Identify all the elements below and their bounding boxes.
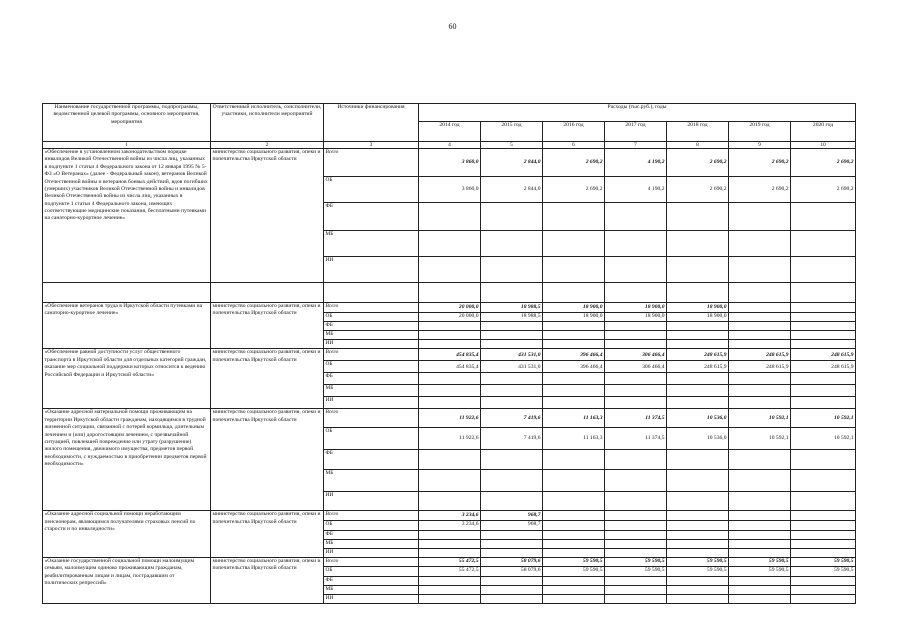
value-ob: 58 079,6 xyxy=(481,567,543,576)
value-empty xyxy=(729,203,791,231)
value-ob: 11 374,5 xyxy=(605,428,667,450)
value-empty xyxy=(729,530,791,539)
value-total: 18 900,0 xyxy=(605,303,667,313)
funding-source: ИИ xyxy=(324,548,419,557)
value-empty xyxy=(605,470,667,492)
spacer-cell xyxy=(605,283,667,303)
value-empty xyxy=(667,331,729,340)
value-empty xyxy=(729,331,791,340)
funding-source: МБ xyxy=(324,231,419,257)
value-empty xyxy=(667,231,729,257)
value-total: 2 844,0 xyxy=(481,149,543,177)
spacer-row xyxy=(43,283,856,303)
value-empty xyxy=(729,450,791,470)
value-total: 454 835,4 xyxy=(419,349,481,361)
value-total: 18 900,0 xyxy=(667,303,729,313)
value-empty xyxy=(605,548,667,557)
value-total: 968,7 xyxy=(481,511,543,521)
value-total: 11 922,6 xyxy=(419,409,481,428)
value-empty xyxy=(543,585,605,594)
value-empty xyxy=(543,450,605,470)
spacer-cell xyxy=(543,283,605,303)
responsible-executor: министерство социального развития, опеки и попечительства Иркутской области xyxy=(211,557,324,603)
value-empty xyxy=(481,322,543,331)
value-ob: 3 234,6 xyxy=(419,521,481,530)
column-number: 9 xyxy=(729,142,791,149)
funding-source: Всего xyxy=(324,557,419,566)
table-body xyxy=(43,149,856,604)
value-empty xyxy=(419,231,481,257)
value-ob: 3 860,0 xyxy=(419,177,481,203)
value-empty xyxy=(419,470,481,492)
spacer-cell xyxy=(729,283,791,303)
value-total xyxy=(605,511,667,521)
value-ob: 10 592,1 xyxy=(729,428,791,450)
value-ob: 2 690,2 xyxy=(791,177,856,203)
event-description: «Обеспечение в установленном законодательством порядке инвалидов Великой Отечественной войны из числа лиц, указанных в подпункте 1 статьи 4 Федерального закона от 12 января 1995 № 5-ФЗ «О Ветеранах» (далее - Федеральный закон), ветеранов Великой Отечественной войны и ветеранов боевых действий, вдов погибших (умерших) участников Великой Отечественной войны и инвалидов Великой Отечественной войны из числа лиц, указанных в подпункте 1 статьи 4 Федерального закона, имеющих соответствующие медицинские показания, бесплатными путевками на санаторно-курортное лечение» xyxy=(43,149,211,283)
value-empty xyxy=(729,576,791,585)
column-number: 5 xyxy=(481,142,543,149)
value-ob xyxy=(605,521,667,530)
spacer-cell xyxy=(43,283,211,303)
value-ob: 18 900,0 xyxy=(605,313,667,322)
value-ob: 55 472,5 xyxy=(419,567,481,576)
value-total: 3 860,0 xyxy=(419,149,481,177)
value-empty xyxy=(729,470,791,492)
value-ob: 2 844,0 xyxy=(481,177,543,203)
value-ob: 7 419,6 xyxy=(481,428,543,450)
value-empty xyxy=(419,322,481,331)
value-empty xyxy=(481,470,543,492)
table-row xyxy=(43,303,856,313)
value-ob: 11 922,6 xyxy=(419,428,481,450)
value-ob: 10 536,0 xyxy=(667,428,729,450)
value-empty xyxy=(543,397,605,409)
funding-source: ОБ xyxy=(324,428,419,450)
value-ob: 248 615,9 xyxy=(667,361,729,373)
value-total: 18 988,5 xyxy=(481,303,543,313)
funding-source: МБ xyxy=(324,470,419,492)
value-empty xyxy=(667,322,729,331)
value-empty xyxy=(605,373,667,385)
value-total: 7 419,6 xyxy=(481,409,543,428)
value-empty xyxy=(605,594,667,603)
value-ob xyxy=(543,521,605,530)
value-empty xyxy=(729,539,791,548)
value-empty xyxy=(791,257,856,283)
value-empty xyxy=(543,385,605,397)
value-total: 20 000,0 xyxy=(419,303,481,313)
value-total: 10 536,0 xyxy=(667,409,729,428)
value-empty xyxy=(605,340,667,349)
value-empty xyxy=(543,373,605,385)
value-empty xyxy=(605,331,667,340)
value-ob: 59 590,5 xyxy=(729,567,791,576)
value-total: 11 163,3 xyxy=(543,409,605,428)
value-empty xyxy=(729,340,791,349)
responsible-executor: министерство социального развития, опеки и попечительства Иркутской области xyxy=(211,149,324,283)
value-empty xyxy=(481,331,543,340)
header-year: 2018 год xyxy=(667,122,729,142)
value-ob: 59 590,5 xyxy=(605,567,667,576)
page-number: 60 xyxy=(448,22,457,31)
value-empty xyxy=(543,203,605,231)
value-empty xyxy=(605,576,667,585)
value-total: 55 472,5 xyxy=(419,557,481,566)
funding-source: ОБ xyxy=(324,313,419,322)
value-empty xyxy=(419,450,481,470)
value-ob xyxy=(729,313,791,322)
value-empty xyxy=(481,450,543,470)
value-empty xyxy=(419,331,481,340)
value-empty xyxy=(605,539,667,548)
value-ob xyxy=(791,521,856,530)
value-empty xyxy=(667,548,729,557)
value-empty xyxy=(543,257,605,283)
value-empty xyxy=(729,492,791,511)
event-description: «Оказание государственной социальной помощи малоимущим семьям, малоимущим одиноко проживающим гражданам, реабилитированным лицам и лицам, пострадавшим от политических репрессий» xyxy=(43,557,211,603)
value-total: 10 592,1 xyxy=(791,409,856,428)
value-empty xyxy=(419,492,481,511)
value-empty xyxy=(667,203,729,231)
value-empty xyxy=(791,340,856,349)
spacer-cell xyxy=(667,283,729,303)
value-total: 59 590,5 xyxy=(729,557,791,566)
value-total: 306 466,4 xyxy=(605,349,667,361)
funding-source: ОБ xyxy=(324,521,419,530)
value-ob: 18 900,0 xyxy=(667,313,729,322)
funding-source: ФБ xyxy=(324,576,419,585)
value-ob xyxy=(729,521,791,530)
value-empty xyxy=(791,450,856,470)
value-ob: 968,7 xyxy=(481,521,543,530)
value-total: 248 615,9 xyxy=(729,349,791,361)
value-total: 2 690,2 xyxy=(729,149,791,177)
value-empty xyxy=(729,585,791,594)
value-ob: 396 466,4 xyxy=(543,361,605,373)
column-number: 4 xyxy=(419,142,481,149)
value-empty xyxy=(543,594,605,603)
value-empty xyxy=(791,331,856,340)
value-total: 2 690,2 xyxy=(667,149,729,177)
header-year: 2020 год xyxy=(791,122,856,142)
value-ob: 2 690,2 xyxy=(667,177,729,203)
funding-source: МБ xyxy=(324,331,419,340)
value-empty xyxy=(667,373,729,385)
value-ob: 18 988,5 xyxy=(481,313,543,322)
spacer-cell xyxy=(791,283,856,303)
value-empty xyxy=(419,548,481,557)
value-empty xyxy=(729,385,791,397)
value-empty xyxy=(667,585,729,594)
column-number: 1 xyxy=(43,142,211,149)
value-ob: 306 466,4 xyxy=(605,361,667,373)
value-empty xyxy=(481,492,543,511)
value-ob: 431 531,0 xyxy=(481,361,543,373)
value-total xyxy=(791,303,856,313)
funding-source: Всего xyxy=(324,303,419,313)
value-total: 248 615,9 xyxy=(667,349,729,361)
value-empty xyxy=(667,470,729,492)
header-year: 2017 год xyxy=(605,122,667,142)
funding-source: Всего xyxy=(324,511,419,521)
value-empty xyxy=(791,322,856,331)
column-number: 7 xyxy=(605,142,667,149)
value-empty xyxy=(729,548,791,557)
value-total xyxy=(543,511,605,521)
funding-source: ИИ xyxy=(324,397,419,409)
funding-source: ОБ xyxy=(324,361,419,373)
value-empty xyxy=(419,530,481,539)
value-total xyxy=(729,303,791,313)
value-total xyxy=(791,511,856,521)
value-empty xyxy=(667,492,729,511)
value-empty xyxy=(667,539,729,548)
funding-source: ФБ xyxy=(324,450,419,470)
value-empty xyxy=(729,397,791,409)
header-program: Наименование государственной программы, подпрограммы, ведомственной целевой программы, основного мероприятия, мероприятия xyxy=(43,104,211,142)
value-ob xyxy=(667,521,729,530)
value-empty xyxy=(481,539,543,548)
value-empty xyxy=(605,585,667,594)
value-empty xyxy=(605,385,667,397)
value-empty xyxy=(543,539,605,548)
value-empty xyxy=(481,203,543,231)
funding-source: МБ xyxy=(324,585,419,594)
funding-source: ФБ xyxy=(324,322,419,331)
column-number: 3 xyxy=(324,142,419,149)
value-total xyxy=(729,511,791,521)
event-description: «Обеспечение ветеранов труда в Иркутской области путевками на санаторно-курортное лечение» xyxy=(43,303,211,349)
header-expenses: Расходы (тыс.руб.), годы xyxy=(419,104,856,122)
event-description: «Оказание адресной социальной помощи неработающим пенсионерам, являющимся получателями страховых пенсий по старости и по инвалидности» xyxy=(43,511,211,557)
value-empty xyxy=(481,385,543,397)
value-empty xyxy=(667,340,729,349)
value-total: 3 234,6 xyxy=(419,511,481,521)
value-empty xyxy=(791,548,856,557)
value-empty xyxy=(419,585,481,594)
value-empty xyxy=(605,231,667,257)
value-empty xyxy=(419,340,481,349)
header-year: 2014 год xyxy=(419,122,481,142)
value-ob: 2 690,2 xyxy=(729,177,791,203)
value-empty xyxy=(729,594,791,603)
value-empty xyxy=(419,257,481,283)
column-number: 8 xyxy=(667,142,729,149)
value-ob: 2 690,2 xyxy=(543,177,605,203)
header-executor: Ответственный исполнитель, соисполнители, участники, исполнители мероприятий xyxy=(211,104,324,142)
value-empty xyxy=(543,231,605,257)
value-ob: 11 163,3 xyxy=(543,428,605,450)
value-empty xyxy=(543,576,605,585)
value-total: 18 900,0 xyxy=(543,303,605,313)
value-empty xyxy=(791,492,856,511)
value-total xyxy=(667,511,729,521)
value-empty xyxy=(543,322,605,331)
table-row xyxy=(43,409,856,428)
value-ob: 454 835,4 xyxy=(419,361,481,373)
value-total: 59 590,5 xyxy=(543,557,605,566)
value-empty xyxy=(667,257,729,283)
value-empty xyxy=(605,397,667,409)
responsible-executor: министерство социального развития, опеки и попечительства Иркутской области xyxy=(211,303,324,349)
value-ob: 20 000,0 xyxy=(419,313,481,322)
value-empty xyxy=(667,576,729,585)
value-ob: 59 590,5 xyxy=(667,567,729,576)
column-number: 6 xyxy=(543,142,605,149)
value-ob: 18 900,0 xyxy=(543,313,605,322)
value-empty xyxy=(543,548,605,557)
value-empty xyxy=(481,594,543,603)
value-empty xyxy=(791,539,856,548)
funding-source: ИИ xyxy=(324,492,419,511)
value-empty xyxy=(791,585,856,594)
value-empty xyxy=(791,203,856,231)
value-empty xyxy=(791,530,856,539)
value-empty xyxy=(543,530,605,539)
funding-source: МБ xyxy=(324,539,419,548)
value-empty xyxy=(791,231,856,257)
value-empty xyxy=(419,203,481,231)
spacer-cell xyxy=(324,283,419,303)
value-ob: 59 590,5 xyxy=(543,567,605,576)
value-empty xyxy=(729,231,791,257)
value-empty xyxy=(667,530,729,539)
table-header xyxy=(43,104,856,149)
column-number: 2 xyxy=(211,142,324,149)
value-empty xyxy=(791,397,856,409)
value-empty xyxy=(667,450,729,470)
value-total: 431 531,0 xyxy=(481,349,543,361)
value-ob: 59 590,5 xyxy=(791,567,856,576)
value-empty xyxy=(481,257,543,283)
funding-source: ФБ xyxy=(324,373,419,385)
header-year: 2016 год xyxy=(543,122,605,142)
responsible-executor: министерство социального развития, опеки и попечительства Иркутской области xyxy=(211,409,324,511)
budget-table xyxy=(42,103,856,604)
value-empty xyxy=(481,397,543,409)
value-empty xyxy=(419,385,481,397)
value-empty xyxy=(481,548,543,557)
value-ob: 248 615,9 xyxy=(791,361,856,373)
value-empty xyxy=(543,470,605,492)
value-empty xyxy=(791,470,856,492)
funding-source: ОБ xyxy=(324,177,419,203)
value-total: 248 615,9 xyxy=(791,349,856,361)
responsible-executor: министерство социального развития, опеки и попечительства Иркутской области xyxy=(211,511,324,557)
funding-source: ИИ xyxy=(324,257,419,283)
value-empty xyxy=(543,492,605,511)
table-row xyxy=(43,349,856,361)
value-empty xyxy=(605,203,667,231)
value-ob: 10 592,1 xyxy=(791,428,856,450)
value-empty xyxy=(605,257,667,283)
value-empty xyxy=(543,340,605,349)
value-empty xyxy=(667,385,729,397)
value-total: 11 374,5 xyxy=(605,409,667,428)
value-empty xyxy=(481,373,543,385)
value-empty xyxy=(791,373,856,385)
value-empty xyxy=(481,585,543,594)
value-empty xyxy=(481,530,543,539)
value-empty xyxy=(481,340,543,349)
value-empty xyxy=(791,594,856,603)
value-empty xyxy=(419,539,481,548)
funding-source: МБ xyxy=(324,385,419,397)
header-year: 2015 год xyxy=(481,122,543,142)
table-row xyxy=(43,557,856,566)
value-empty xyxy=(419,594,481,603)
header-source: Источники финансирования xyxy=(324,104,419,142)
value-total: 2 690,2 xyxy=(543,149,605,177)
funding-source: Всего xyxy=(324,409,419,428)
header-year: 2019 год xyxy=(729,122,791,142)
funding-source: ФБ xyxy=(324,203,419,231)
value-empty xyxy=(419,576,481,585)
responsible-executor: министерство социального развития, опеки и попечительства Иркутской области xyxy=(211,349,324,409)
value-empty xyxy=(605,530,667,539)
spacer-cell xyxy=(481,283,543,303)
funding-source: ИИ xyxy=(324,340,419,349)
funding-source: Всего xyxy=(324,149,419,177)
funding-source: ИИ xyxy=(324,594,419,603)
value-total: 4 190,2 xyxy=(605,149,667,177)
value-empty xyxy=(729,257,791,283)
value-empty xyxy=(667,397,729,409)
event-description: «Оказание адресной материальной помощи проживающим на территории Иркутской области гражданам, находящимся в трудной жизненной ситуации, связанной с потерей кормильца, длительным лечением и (или) дорогостоящим лечением, с чрезвычайной ситуацией, повлекшей повреждение или утрату (разрушение) жилого помещения, движимого имущества, предметов первой необходимости, с нуждаемостью в приобретении предметов первой необходимости» xyxy=(43,409,211,511)
value-total: 2 690,2 xyxy=(791,149,856,177)
value-empty xyxy=(729,373,791,385)
spacer-cell xyxy=(419,283,481,303)
column-number: 10 xyxy=(791,142,856,149)
value-empty xyxy=(729,322,791,331)
value-total: 10 592,1 xyxy=(729,409,791,428)
value-total: 59 590,5 xyxy=(605,557,667,566)
spacer-cell xyxy=(211,283,324,303)
value-empty xyxy=(419,373,481,385)
value-total: 59 590,5 xyxy=(791,557,856,566)
value-ob: 248 615,9 xyxy=(729,361,791,373)
value-ob xyxy=(791,313,856,322)
value-total: 59 590,5 xyxy=(667,557,729,566)
value-empty xyxy=(791,385,856,397)
value-empty xyxy=(667,594,729,603)
value-ob: 4 190,2 xyxy=(605,177,667,203)
value-empty xyxy=(605,492,667,511)
table-row xyxy=(43,511,856,521)
value-empty xyxy=(605,450,667,470)
value-total: 58 079,6 xyxy=(481,557,543,566)
table-row xyxy=(43,149,856,177)
value-total: 396 466,4 xyxy=(543,349,605,361)
event-description: «Обеспечение равной доступности услуг общественного транспорта в Иркутской области для отдельных категорий граждан, оказание мер социальной поддержки которых относится к ведению Российской Федерации и Иркутской области» xyxy=(43,349,211,409)
value-empty xyxy=(481,576,543,585)
value-empty xyxy=(543,331,605,340)
value-empty xyxy=(481,231,543,257)
funding-source: ФБ xyxy=(324,530,419,539)
value-empty xyxy=(605,322,667,331)
value-empty xyxy=(419,397,481,409)
funding-source: Всего xyxy=(324,349,419,361)
funding-source: ОБ xyxy=(324,567,419,576)
value-empty xyxy=(791,576,856,585)
